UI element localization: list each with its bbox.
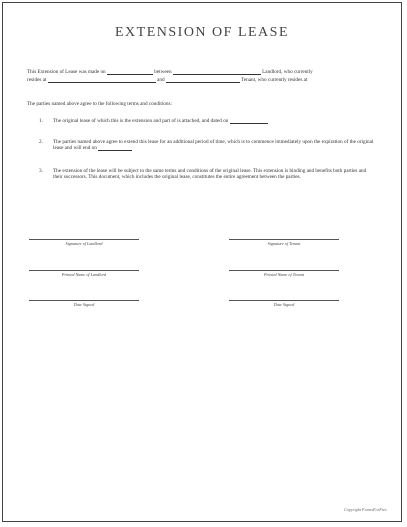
intro-text-made-on: This Extension of Lease was made on [27, 69, 106, 75]
landlord-date-line[interactable] [29, 300, 139, 301]
intro-text-between: between [154, 69, 172, 75]
tenant-signature-line[interactable] [229, 239, 339, 240]
landlord-printed-name-label: Printed Name of Landlord [61, 272, 107, 277]
intro-text-and: and [157, 77, 165, 83]
intro-text-tenant: Tenant, who currently resides at [241, 77, 308, 83]
tenant-name-blank[interactable] [166, 77, 240, 83]
copyright-footer: Copyright FormsForFree [344, 507, 387, 512]
date-blank[interactable] [107, 69, 153, 75]
landlord-signature-label: Signature of Landlord [65, 241, 103, 246]
term-text: The original lease of which this is the extension and part of is attached, and dated on [53, 118, 229, 124]
intro-line-2 [27, 77, 307, 83]
term-number: 3. [39, 168, 43, 174]
landlord-address-blank[interactable] [48, 77, 156, 83]
intro-text-landlord: Landlord, who currently [262, 69, 313, 75]
original-lease-date-blank[interactable] [230, 118, 268, 124]
term-item [53, 168, 375, 180]
landlord-name-blank[interactable] [173, 69, 261, 75]
tenant-signature-label: Signature of Tenant [267, 241, 301, 246]
term-item [53, 118, 373, 124]
tenant-printed-name-line[interactable] [229, 270, 339, 271]
term-item [53, 139, 375, 151]
term-number: 2. [39, 139, 43, 145]
tenant-printed-name-label: Printed Name of Tenant [264, 272, 304, 277]
term-text: The parties named above agree to extend this lease for an additional period of time, which is to commence immediately upon the expiration of the original lease and will end on [53, 139, 374, 152]
document-page [2, 2, 402, 522]
parties-line: The parties named above agree to the following terms and conditions: [27, 101, 172, 107]
landlord-signature-line[interactable] [29, 239, 139, 240]
landlord-date-label: Date Signed [73, 302, 95, 307]
intro-text-resides-at: resides at [27, 77, 47, 83]
document-title: EXTENSION OF LEASE [115, 25, 289, 40]
term-text: The extension of the lease will be subject to the same terms and conditions of the original lease. This extension is binding and benefits both parties and their successors. This document, which includes the original lease, constitutes the entire agreement between the parties. [53, 168, 367, 181]
end-date-blank[interactable] [98, 145, 132, 151]
intro-line-1 [27, 69, 313, 75]
tenant-date-line[interactable] [229, 300, 339, 301]
landlord-printed-name-line[interactable] [29, 270, 139, 271]
tenant-date-label: Date Signed [273, 302, 295, 307]
term-number: 1. [39, 118, 43, 124]
